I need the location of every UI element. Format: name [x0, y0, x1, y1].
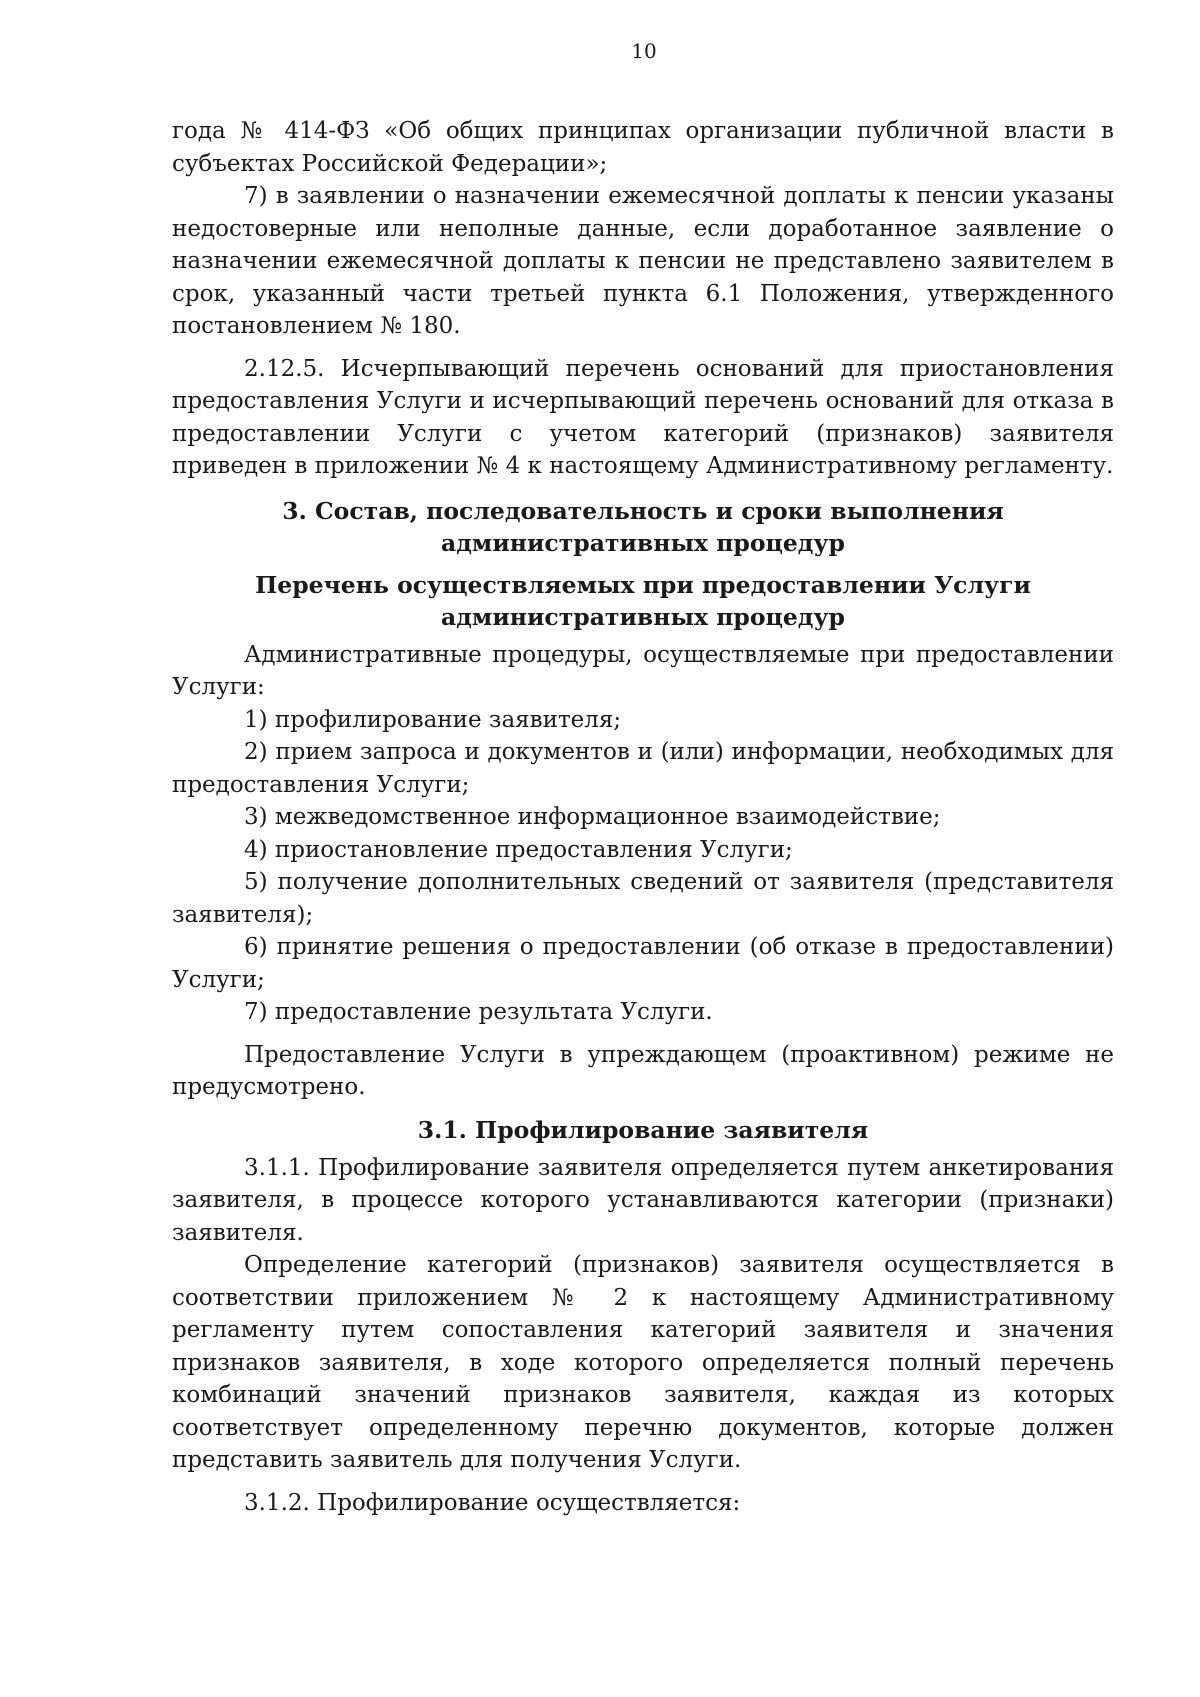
- list-item-7-refusal-ground: 7) в заявлении о назначении ежемесячной доплаты к пенсии указаны недостоверные или неполные данные, если доработанное заявление о назначении ежемесячной доплаты к пенсии не представлено заявителем в срок, указанный части третьей пункта 6.1 Положения, утвержденного постановлением № 180.: [172, 183, 1114, 339]
- procedure-item-6: 6) принятие решения о предоставлении (об отказе в предоставлении) Услуги;: [172, 934, 1114, 993]
- procedure-item-3: 3) межведомственное информационное взаимодействие;: [244, 804, 941, 830]
- paragraph-continuation-414fz: года № 414-ФЗ «Об общих принципах организации публичной власти в субъектах Российской Федерации»;: [172, 118, 1114, 177]
- procedure-item-5: 5) получение дополнительных сведений от заявителя (представителя заявителя);: [172, 869, 1114, 928]
- procedure-item-4: 4) приостановление предоставления Услуги;: [244, 836, 793, 863]
- procedures-intro: Административные процедуры, осуществляемые при предоставлении Услуги:: [172, 641, 1114, 700]
- paragraph-3-1-1: 3.1.1. Профилирование заявителя определяется путем анкетирования заявителя, в процессе которого устанавливаются категории (признаки) заявителя.: [172, 1154, 1114, 1246]
- proactive-mode-note: Предоставление Услуги в упреждающем (проактивном) режиме не предусмотрено.: [172, 1041, 1114, 1100]
- paragraph-3-1-2: 3.1.2. Профилирование осуществляется:: [244, 1489, 741, 1516]
- section-3-1-heading: 3.1. Профилирование заявителя: [417, 1115, 869, 1144]
- paragraph-categories-definition: Определение категорий (признаков) заявителя осуществляется в соответствии приложением № 2 к настоящему Административному регламенту путем сопоставления категорий заявителя и значения признаков заявителя, в ходе которого определяется полный перечень комбинаций значений признаков заявителя, каждая из которых соответствует определенному перечню документов, которые должен представить заявитель для получения Услуги.: [172, 1252, 1114, 1473]
- procedures-list-heading: Перечень осуществляемых при предоставлении Услуги административных процедур: [255, 570, 1031, 631]
- section-3-heading: 3. Состав, последовательность и сроки выполнения административных процедур: [282, 496, 1004, 557]
- procedure-item-7: 7) предоставление результата Услуги.: [244, 999, 713, 1025]
- procedure-item-1: 1) профилирование заявителя;: [244, 706, 622, 733]
- page-content: [172, 115, 1114, 1519]
- paragraph-2-12-5: 2.12.5. Исчерпывающий перечень оснований для приостановления предоставления Услуги и исчерпывающий перечень оснований для отказа в предоставлении Услуги с учетом категорий (признаков) заявителя приведен в приложении № 4 к настоящему Административному регламенту.: [172, 355, 1114, 479]
- procedure-item-2: 2) прием запроса и документов и (или) информации, необходимых для предоставления Услуги;: [172, 739, 1114, 798]
- page-number: 10: [631, 39, 657, 63]
